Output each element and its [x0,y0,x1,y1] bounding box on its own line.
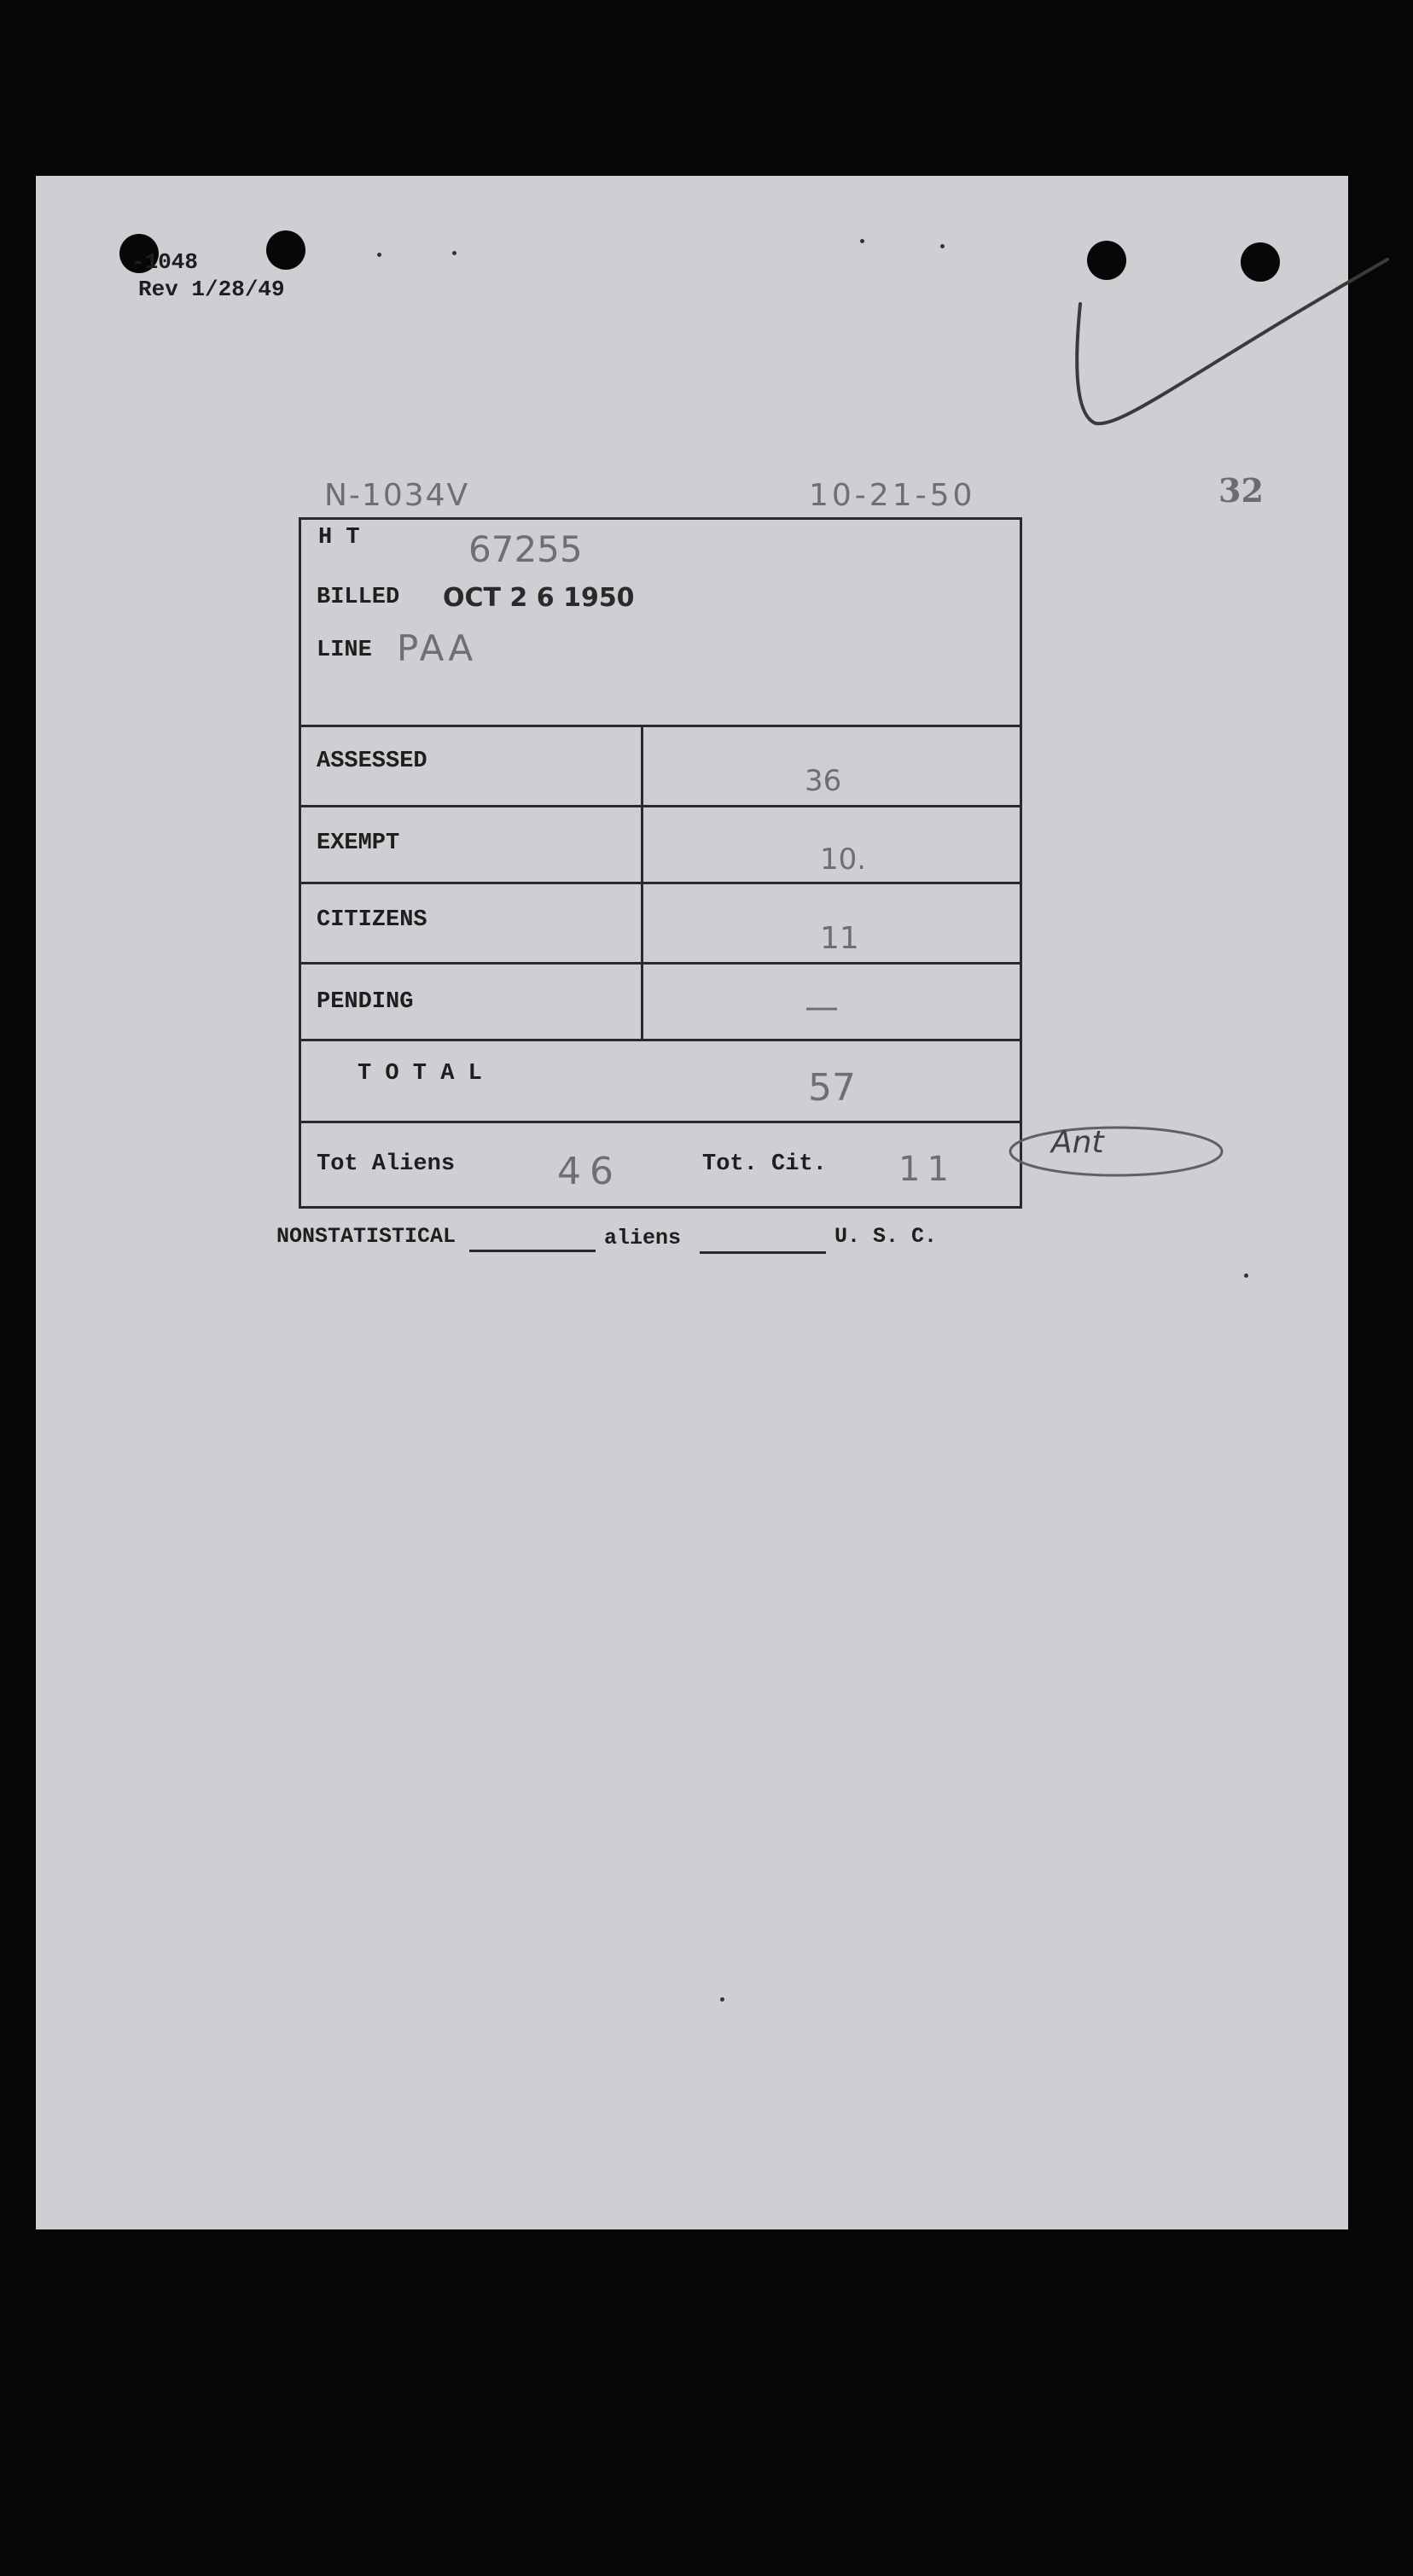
form-revision: Rev 1/28/49 [138,277,285,302]
billed-date-stamp: OCT 2 6 1950 [443,583,635,613]
handwritten-date: 10-21-50 [809,478,976,513]
speck [377,253,381,257]
speck [1244,1273,1248,1278]
tot-cit-value: 11 [898,1150,956,1189]
divider [301,882,1020,884]
usc-label: U. S. C. [834,1224,938,1249]
total-value: 57 [808,1066,856,1110]
check-mark [1072,253,1396,440]
speck [720,1997,724,2002]
citizens-value: 11 [820,921,859,956]
assessed-value: 36 [805,764,842,798]
nonstatistical-label: NONSTATISTICAL [276,1224,456,1249]
tot-cit-label: Tot. Cit. [702,1151,827,1177]
divider [301,805,1020,807]
total-label: T O T A L [358,1061,482,1087]
tot-aliens-label: Tot Aliens [317,1151,456,1177]
file-reference: N-1034V [324,478,470,513]
divider [301,1039,1020,1041]
exempt-label: EXEMPT [317,830,400,856]
speck [860,239,864,243]
form-number: -1048 [131,249,199,275]
initials-oval [988,1113,1244,1190]
citizens-label: CITIZENS [317,907,427,933]
ht-label: H T [318,525,360,551]
aliens-label: aliens [604,1226,682,1250]
pending-label: PENDING [317,989,414,1015]
page-number: 32 [1218,471,1264,510]
aliens-blank [700,1251,826,1254]
column-divider [641,725,643,1040]
tot-aliens-value: 46 [557,1150,622,1193]
pending-value: — [805,988,839,1027]
speck [940,244,945,248]
punch-hole [266,230,305,270]
initials: Ant [1051,1125,1104,1160]
exempt-value: 10. [820,842,867,877]
ht-number: 67255 [468,528,583,570]
manifest-form-box [299,517,1022,1209]
divider [301,962,1020,965]
speck [452,251,456,255]
document-page [36,176,1348,2229]
assessed-label: ASSESSED [317,749,427,774]
line-value: PAA [397,627,477,669]
divider [301,1121,1020,1123]
nonstatistical-blank [469,1250,596,1252]
divider [301,725,1020,727]
line-label: LINE [317,638,372,663]
billed-label: BILLED [317,585,400,610]
